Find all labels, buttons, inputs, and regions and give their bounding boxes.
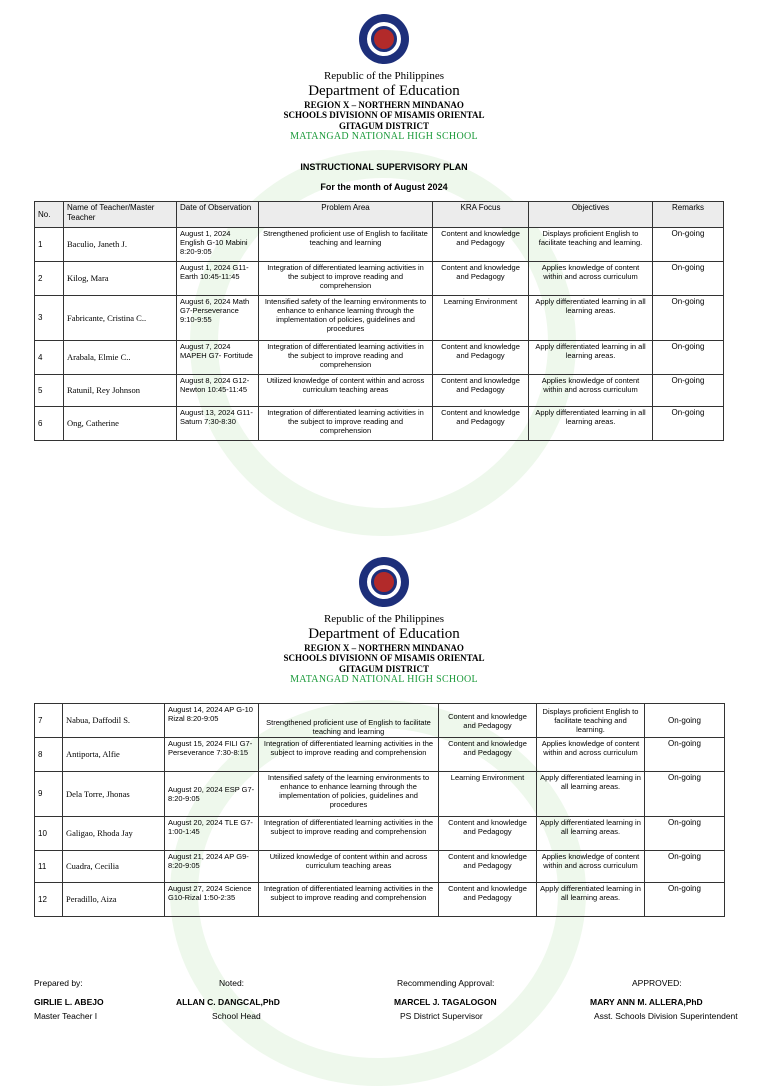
row-no: 4 bbox=[35, 341, 64, 375]
col-no: No. bbox=[35, 202, 64, 228]
row-objective: Apply differentiated learning in all learning areas. bbox=[537, 772, 645, 817]
recommending-name: MARCEL J. TAGALOGON bbox=[394, 997, 497, 1007]
deped-seal-logo-2 bbox=[359, 557, 409, 607]
table-row bbox=[35, 375, 724, 407]
row-remarks: On-going bbox=[645, 883, 725, 917]
row-teacher: Arabala, Elmie C.. bbox=[64, 341, 177, 375]
row-no: 8 bbox=[35, 738, 63, 772]
row-kra: Learning Environment bbox=[439, 772, 537, 817]
row-no: 2 bbox=[35, 262, 64, 296]
col-remarks: Remarks bbox=[653, 202, 724, 228]
row-kra: Content and knowledge and Pedagogy bbox=[433, 262, 529, 296]
noted-position: School Head bbox=[212, 1011, 261, 1021]
row-teacher: Galigao, Rhoda Jay bbox=[63, 817, 165, 851]
row-teacher: Ong, Catherine bbox=[64, 407, 177, 441]
table-row bbox=[35, 851, 725, 883]
row-no: 5 bbox=[35, 375, 64, 407]
row-no: 9 bbox=[35, 772, 63, 817]
row-kra: Content and knowledge and Pedagogy bbox=[439, 851, 537, 883]
row-problem: Integration of differentiated learning activities in the subject to improve reading and comprehension bbox=[259, 883, 439, 917]
row-teacher: Nabua, Daffodil S. bbox=[63, 704, 165, 738]
row-objective: Applies knowledge of content within and across curriculum bbox=[537, 851, 645, 883]
row-kra: Content and knowledge and Pedagogy bbox=[433, 375, 529, 407]
table-header-row bbox=[35, 202, 724, 228]
supervisory-table-page1 bbox=[34, 201, 724, 441]
col-kra: KRA Focus bbox=[433, 202, 529, 228]
table-row bbox=[35, 407, 724, 441]
row-objective: Applies knowledge of content within and across curriculum bbox=[529, 375, 653, 407]
row-problem: Integration of differentiated learning activities in the subject to improve reading and comprehension bbox=[259, 262, 433, 296]
row-remarks: On-going bbox=[645, 738, 725, 772]
row-remarks: On-going bbox=[653, 375, 724, 407]
row-date: August 21, 2024 AP G9- 8:20-9:05 bbox=[165, 851, 259, 883]
row-objective: Applies knowledge of content within and across curriculum bbox=[529, 262, 653, 296]
prepared-position: Master Teacher I bbox=[34, 1011, 98, 1021]
row-remarks: On-going bbox=[653, 296, 724, 341]
row-remarks: On-going bbox=[653, 262, 724, 296]
republic-line: Republic of the Philippines bbox=[323, 613, 445, 625]
row-problem: Intensified safety of the learning environments to enhance to enhance learning through the implementation of policies, guidelines and procedures bbox=[259, 772, 439, 817]
row-teacher: Fabricante, Cristina C.. bbox=[64, 296, 177, 341]
district-line: GITAGUM DISTRICT bbox=[338, 663, 430, 674]
col-name: Name of Teacher/Master Teacher bbox=[64, 202, 177, 228]
row-kra: Content and knowledge and Pedagogy bbox=[439, 817, 537, 851]
row-problem: Strengthened proficient use of English to facilitate teaching and learning bbox=[259, 228, 433, 262]
region-line: REGION X – NORTHERN MINDANAO bbox=[304, 642, 464, 653]
district-line: GITAGUM DISTRICT bbox=[338, 120, 430, 131]
table-row bbox=[35, 704, 725, 738]
deped-seal-logo bbox=[359, 14, 409, 64]
row-objective: Apply differentiated learning in all learning areas. bbox=[529, 407, 653, 441]
prepared-name: GIRLIE L. ABEJO bbox=[34, 997, 104, 1007]
row-remarks: On-going bbox=[653, 228, 724, 262]
row-no: 7 bbox=[35, 704, 63, 738]
row-teacher: Peradillo, Aiza bbox=[63, 883, 165, 917]
plan-subtitle: For the month of August 2024 bbox=[320, 182, 448, 192]
row-problem: Utilized knowledge of content within and across curriculum teaching areas bbox=[259, 375, 433, 407]
row-problem: Integration of differentiated learning activities in the subject to improve reading and comprehension bbox=[259, 407, 433, 441]
row-date: August 7, 2024 MAPEH G7- Fortitude bbox=[177, 341, 259, 375]
col-objectives: Objectives bbox=[529, 202, 653, 228]
row-kra: Content and knowledge and Pedagogy bbox=[433, 407, 529, 441]
row-problem: Integration of differentiated learning activities in the subject to improve reading and comprehension bbox=[259, 738, 439, 772]
table-row bbox=[35, 883, 725, 917]
school-name: MATANGAD NATIONAL HIGH SCHOOL bbox=[290, 673, 478, 685]
row-teacher: Kilog, Mara bbox=[64, 262, 177, 296]
division-line: SCHOOLS DIVISIONN OF MISAMIS ORIENTAL bbox=[283, 110, 485, 121]
division-line: SCHOOLS DIVISIONN OF MISAMIS ORIENTAL bbox=[283, 653, 485, 664]
row-objective: Apply differentiated learning in all learning areas. bbox=[529, 341, 653, 375]
row-objective: Apply differentiated learning in all learning areas. bbox=[537, 817, 645, 851]
row-date: August 20, 2024 ESP G7- 8:20-9:05 bbox=[165, 772, 259, 817]
row-kra: Content and knowledge and Pedagogy bbox=[433, 228, 529, 262]
row-kra: Content and knowledge and Pedagogy bbox=[439, 704, 537, 738]
row-date: August 20, 2024 TLE G7- 1:00-1:45 bbox=[165, 817, 259, 851]
col-date: Date of Observation bbox=[177, 202, 259, 228]
row-kra: Content and knowledge and Pedagogy bbox=[439, 883, 537, 917]
row-date: August 15, 2024 FILI G7-Perseverance 7:30-8:15 bbox=[165, 738, 259, 772]
recommending-position: PS District Supervisor bbox=[400, 1011, 483, 1021]
approved-position: Asst. Schools Division Superintendent bbox=[594, 1011, 738, 1021]
row-objective: Applies knowledge of content within and across curriculum bbox=[537, 738, 645, 772]
republic-line: Republic of the Philippines bbox=[323, 70, 445, 82]
table-row bbox=[35, 738, 725, 772]
table-row bbox=[35, 228, 724, 262]
row-objective: Apply differentiated learning in all learning areas. bbox=[529, 296, 653, 341]
region-line: REGION X – NORTHERN MINDANAO bbox=[304, 99, 464, 110]
row-problem: Strengthened proficient use of English to facilitate teaching and learning bbox=[259, 704, 439, 738]
row-problem: Utilized knowledge of content within and across curriculum teaching areas bbox=[259, 851, 439, 883]
approved-label: APPROVED: bbox=[632, 978, 682, 988]
row-kra: Learning Environment bbox=[433, 296, 529, 341]
supervisory-table-page2 bbox=[34, 703, 725, 917]
table-row bbox=[35, 341, 724, 375]
row-kra: Content and knowledge and Pedagogy bbox=[439, 738, 537, 772]
row-teacher: Antiporta, Alfie bbox=[63, 738, 165, 772]
table-row bbox=[35, 262, 724, 296]
row-date: August 8, 2024 G12-Newton 10:45-11:45 bbox=[177, 375, 259, 407]
row-problem: Integration of differentiated learning activities in the subject to improve reading and comprehension bbox=[259, 341, 433, 375]
department-title: Department of Education bbox=[308, 625, 460, 642]
row-teacher: Baculio, Janeth J. bbox=[64, 228, 177, 262]
row-date: August 1, 2024 English G-10 Mabini 8:20-9:05 bbox=[177, 228, 259, 262]
approved-name: MARY ANN M. ALLERA,PhD bbox=[590, 997, 703, 1007]
row-date: August 27, 2024 Science G10-Rizal 1:50-2:35 bbox=[165, 883, 259, 917]
row-problem: Integration of differentiated learning activities in the subject to improve reading and comprehension bbox=[259, 817, 439, 851]
page1-header bbox=[0, 70, 768, 142]
row-remarks: On-going bbox=[645, 851, 725, 883]
row-date: August 14, 2024 AP G-10 Rizal 8:20-9:05 bbox=[165, 704, 259, 738]
noted-label: Noted: bbox=[219, 978, 245, 988]
row-date: August 6, 2024 Math G7-Perseverance 9:10-9:55 bbox=[177, 296, 259, 341]
plan-title: INSTRUCTIONAL SUPERVISORY PLAN bbox=[300, 162, 468, 172]
page2-header bbox=[0, 613, 768, 685]
school-name: MATANGAD NATIONAL HIGH SCHOOL bbox=[290, 130, 478, 142]
row-teacher: Cuadra, Cecilia bbox=[63, 851, 165, 883]
table-row bbox=[35, 772, 725, 817]
row-no: 11 bbox=[35, 851, 63, 883]
row-objective: Apply differentiated learning in all learning areas. bbox=[537, 883, 645, 917]
row-remarks: On-going bbox=[653, 407, 724, 441]
row-no: 1 bbox=[35, 228, 64, 262]
department-title: Department of Education bbox=[308, 82, 460, 99]
prepared-label: Prepared by: bbox=[34, 978, 83, 988]
row-remarks: On-going bbox=[645, 817, 725, 851]
row-objective: Displays proficient English to facilitate teaching and learning. bbox=[529, 228, 653, 262]
noted-name: ALLAN C. DANGCAL,PhD bbox=[176, 997, 280, 1007]
row-no: 3 bbox=[35, 296, 64, 341]
table-row bbox=[35, 296, 724, 341]
row-kra: Content and knowledge and Pedagogy bbox=[433, 341, 529, 375]
row-date: August 1, 2024 G11-Earth 10:45-11:45 bbox=[177, 262, 259, 296]
row-teacher: Dela Torre, Jhonas bbox=[63, 772, 165, 817]
recommending-label: Recommending Approval: bbox=[397, 978, 495, 988]
table-row bbox=[35, 817, 725, 851]
row-objective: Displays proficient English to facilitate teaching and learning. bbox=[537, 704, 645, 738]
col-problem: Problem Area bbox=[259, 202, 433, 228]
row-remarks: On-going bbox=[645, 704, 725, 738]
row-date: August 13, 2024 G11-Saturn 7:30-8:30 bbox=[177, 407, 259, 441]
row-no: 6 bbox=[35, 407, 64, 441]
row-remarks: On-going bbox=[645, 772, 725, 817]
row-teacher: Ratunil, Rey Johnson bbox=[64, 375, 177, 407]
row-remarks: On-going bbox=[653, 341, 724, 375]
row-no: 10 bbox=[35, 817, 63, 851]
row-problem: Intensified safety of the learning environments to enhance to enhance learning through the implementation of policies, guidelines and procedures bbox=[259, 296, 433, 341]
row-no: 12 bbox=[35, 883, 63, 917]
